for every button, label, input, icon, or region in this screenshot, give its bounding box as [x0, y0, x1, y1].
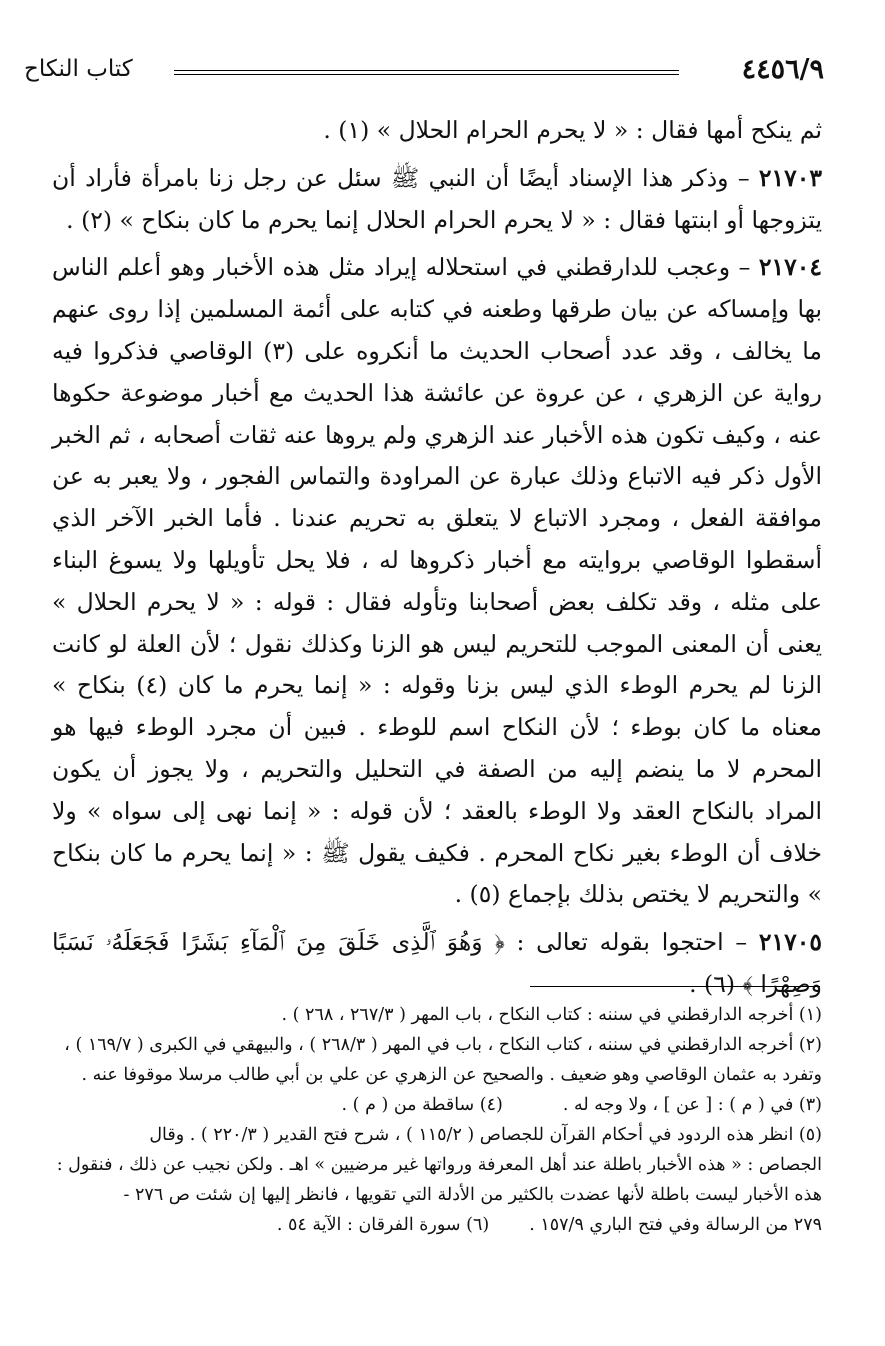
paragraph-21704 — [52, 247, 822, 916]
book-title: كتاب النكاح — [24, 56, 133, 82]
paragraph-text: – وذكر هذا الإسناد أيضًا أن النبي ﷺ سئل عن رجل زنا بامرأة فأراد أن يتزوجها أو ابنتها فقال : « لا يحرم الحرام الحلال إنما يحرم ما كان بنكاح » (٢) . — [52, 163, 822, 234]
footnote-5-end: ٢٧٩ من الرسالة وفي فتح الباري ١٥٧/٩ . — [529, 1215, 822, 1235]
footnote-5: (٥) انظر هذه الردود في أحكام القرآن للجصاص ( ١١٥/٢ ) ، شرح فتح القدير ( ٢٢٠/٣ ) . وقال — [149, 1125, 822, 1145]
paragraph-21703 — [52, 158, 822, 242]
footnotes — [52, 1000, 822, 1240]
paragraph-21705 — [52, 922, 822, 1006]
paragraph-number: ٢١٧٠٣ — [758, 163, 822, 192]
main-text — [52, 110, 822, 1006]
paragraph-number: ٢١٧٠٥ — [758, 928, 822, 957]
header-rule — [174, 70, 679, 75]
running-header — [24, 52, 824, 92]
footnote-3: (٣) في ( م ) : [ عن ] ، ولا وجه له . — [562, 1095, 822, 1115]
footnote-4: (٤) ساقطة من ( م ) . — [341, 1095, 503, 1115]
paragraph-continuation: ثم ينكح أمها فقال : « لا يحرم الحرام الحلال » (١) . — [323, 116, 822, 144]
paragraph-number: ٢١٧٠٤ — [758, 253, 822, 282]
footnote-2: (٢) أخرجه الدارقطني في سننه ، كتاب النكاح ، باب في المهر ( ٢٦٨/٣ ) ، والبيهقي في الكبرى ( ١٦٩/٧ ) ، — [64, 1035, 822, 1055]
footnote-separator — [530, 986, 820, 987]
footnote-6: (٦) سورة الفرقان : الآية ٥٤ . — [276, 1215, 490, 1235]
footnote-5-6 — [52, 1210, 822, 1240]
footnote-5-cont: الجصاص : « هذه الأخبار باطلة عند أهل المعرفة ورواتها غير مرضيين » اهـ . ولكن نجيب عن ذلك ، فنقول : — [56, 1155, 822, 1175]
footnote-1: (١) أخرجه الدارقطني في سننه : كتاب النكاح ، باب المهر ( ٢٦٧/٣ ، ٢٦٨ ) . — [281, 1005, 822, 1025]
footnote-2-cont: وتفرد به عثمان الوقاصي وهو ضعيف . والصحيح عن الزهري عن علي بن أبي طالب مرسلا موقوفا عنه . — [81, 1065, 822, 1085]
footnote-3-4 — [52, 1090, 822, 1120]
page-number: ٤٤٥٦/٩ — [741, 54, 824, 85]
paragraph-text: – احتجوا بقوله تعالى : ﴿ وَهُوَ ٱلَّذِى خَلَقَ مِنَ ٱلْمَآءِ بَشَرًا فَجَعَلَهُۥ نَسَبًا وَصِهْرًا ﴾ (٦) . — [52, 928, 822, 998]
paragraph-text: – وعجب للدارقطني في استحلاله إيراد مثل هذه الأخبار وهو أعلم الناس بها وإمساكه عن بيان طرقها وطعنه في كتابه على أئمة المسلمين إذا روى عنهم ما يخالف ، وقد عدد أصحاب الحديث ما أنكروه على (٣) الوقاصي فذكروا فيه رواية عن الزهري ، عن عروة عن عائشة هذا الحديث مع أخبار موضوعة حكوها عنه ، وكيف تكون هذه الأخبار عند الزهري ولم يروها عنه ثقات أصحابه ، ثم الخبر الأول ذكر فيه الاتباع وذلك عبارة عن المراودة والتماس الفجور ، ولا يعبر به عن موافقة الفعل ، ومجرد الاتباع لا يتعلق به تحريم عندنا . فأما الخبر الآخر الذي أسقطوا الوقاصي بروايته مع أخبار ذكروها له ، فلا يحل تأويلها ولا يسوغ البناء على مثله ، وقد تكلف بعض أصحابنا وتأوله فقال : قوله : « لا يحرم الحلال » يعنى أن المعنى الموجب للتحريم ليس هو الزنا وكذلك نقول ؛ لأن العلة لو كانت الزنا لم يحرم الوطء الذي ليس بزنا وقوله : « إنما يحرم ما كان (٤) بنكاح » معناه ما كان بوطء ؛ لأن النكاح اسم للوطء . فبين أن مجرد الوطء فيها هو المحرم لا ما ينضم إليه من الصفة في التحليل والتحريم ، ولا يجوز أن يكون المراد بالنكاح العقد ولا الوطء بالعقد ؛ لأن قوله : « إنما نهى إلى سواه » ولا خلاف أن الوطء بغير نكاح المحرم . فكيف يقول ﷺ : « إنما يحرم ما كان بنكاح » والتحريم لا يختص بذلك بإجماع (٥) . — [52, 253, 823, 909]
footnote-5-cont2: هذه الأخبار ليست باطلة لأنها عضدت بالكثير من الأدلة التي تقويها ، فانظر إليها إن شئت ص ٢٧٦ - — [123, 1185, 822, 1205]
